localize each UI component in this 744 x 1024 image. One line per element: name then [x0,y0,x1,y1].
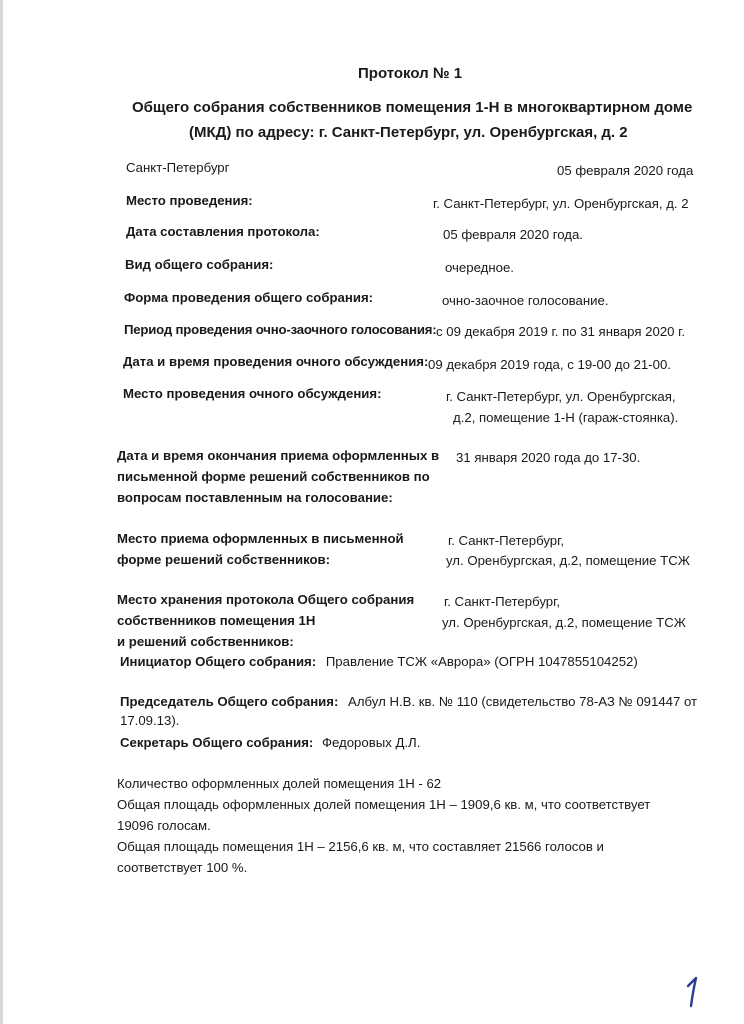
venue-value: г. Санкт-Петербург, ул. Оренбургская, д. 2 [433,196,689,211]
stats-line-4: Общая площадь помещения 1Н – 2156,6 кв. м, что составляет 21566 голосов и [117,839,604,854]
initiator-value: Правление ТСЖ «Аврора» (ОГРН 1047855104252) [325,654,638,669]
stats-block [117,773,707,878]
storage-place-label-line-3: и решений собственников: [117,634,294,649]
reception-place-label-line-1: Место приема оформленных в письменной [117,531,404,546]
meeting-form-label: Форма проведения общего собрания: [124,290,374,305]
deadline-label [117,445,447,508]
voting-period-label: Период проведения очно-заочного голосования: [124,322,437,337]
stats-line-3: 19096 голосам. [117,818,211,833]
subtitle-line-2: (МКД) по адресу: г. Санкт-Петербург, ул. Оренбургская, д. 2 [189,124,628,141]
storage-place-label [117,589,417,652]
deadline-label-line-1: Дата и время окончания приема оформленных в [117,448,440,463]
reception-place-value-line-1: г. Санкт-Петербург, [448,533,565,548]
chairman-row [120,692,697,712]
protocol-date: 05 февраля 2020 года [557,163,694,178]
scan-edge [0,0,3,1024]
stats-line-2: Общая площадь оформленных долей помещения 1Н – 1909,6 кв. м, что соответствует [117,797,651,812]
handwritten-page-number [682,975,704,1009]
storage-place-label-line-2: собственников помещения 1Н [117,613,316,628]
secretary-label: Секретарь Общего собрания: [120,735,314,750]
meeting-form-value: очно-заочное голосование. [442,293,609,308]
chairman-value-line-2: 17.09.13). [120,713,180,728]
discussion-datetime-value: 09 декабря 2019 года, с 19-00 до 21-00. [428,357,671,372]
discussion-place-value-line-2: д.2, помещение 1-Н (гараж-стоянка). [453,410,679,425]
stats-line-1: Количество оформленных долей помещения 1Н - 62 [117,776,442,791]
chairman-value-line-1: Албул Н.В. кв. № 110 (свидетельство 78-АЗ № 091447 от [348,694,698,709]
deadline-value: 31 января 2020 года до 17-30. [456,450,641,465]
deadline-label-line-2: письменной форме решений собственников по [117,469,430,484]
reception-place-label [117,528,417,570]
reception-place-value-line-2: ул. Оренбургская, д.2, помещение ТСЖ [446,553,690,568]
storage-place-value-line-1: г. Санкт-Петербург, [444,594,561,609]
discussion-place-label: Место проведения очного обсуждения: [123,386,382,401]
city-name: Санкт-Петербург [126,160,230,175]
protocol-date-label: Дата составления протокола: [126,224,320,239]
stats-line-5: соответствует 100 %. [117,860,248,875]
discussion-datetime-label: Дата и время проведения очного обсуждения: [123,354,429,369]
secretary-row [120,733,420,753]
initiator-row [120,652,638,672]
protocol-date-value: 05 февраля 2020 года. [443,227,583,242]
chairman-label: Председатель Общего собрания: [120,694,339,709]
discussion-place-value-line-1: г. Санкт-Петербург, ул. Оренбургская, [446,389,676,404]
meeting-type-label: Вид общего собрания: [125,257,274,272]
subtitle-line-1: Общего собрания собственников помещения 1-Н в многоквартирном доме [132,99,693,116]
meeting-type-value: очередное. [445,260,514,275]
storage-place-label-line-1: Место хранения протокола Общего собрания [117,592,415,607]
voting-period-value: с 09 декабря 2019 г. по 31 января 2020 г. [436,324,686,339]
page-title: Протокол № 1 [358,65,463,82]
reception-place-label-line-2: форме решений собственников: [117,552,331,567]
secretary-value: Федоровых Д.Л. [321,735,421,750]
venue-label: Место проведения: [126,193,253,208]
deadline-label-line-3: вопросам поставленным на голосование: [117,490,393,505]
initiator-label: Инициатор Общего собрания: [120,654,317,669]
storage-place-value-line-2: ул. Оренбургская, д.2, помещение ТСЖ [442,615,686,630]
